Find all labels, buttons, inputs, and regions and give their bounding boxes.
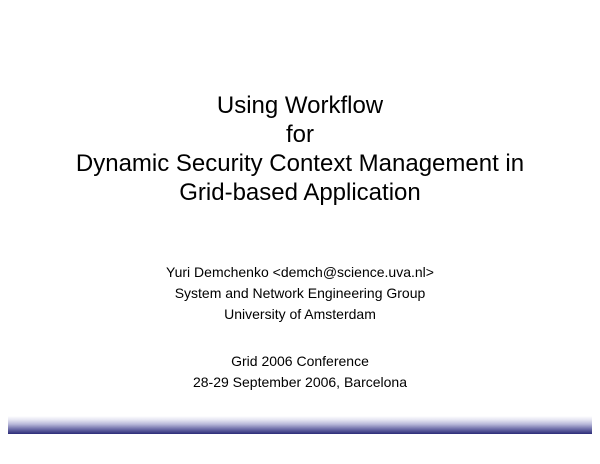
slide-title [0, 91, 600, 207]
title-line-4: Grid-based Application [179, 179, 421, 206]
author-university: University of Amsterdam [224, 306, 376, 322]
conference-name: Grid 2006 Conference [231, 353, 369, 369]
author-block [0, 262, 600, 325]
title-line-3: Dynamic Security Context Management in [75, 150, 525, 177]
title-line-2: for [285, 121, 314, 148]
author-group: System and Network Engineering Group [174, 285, 426, 301]
conference-block [0, 351, 600, 393]
author-name-email: Yuri Demchenko <demch@science.uva.nl> [166, 264, 434, 280]
title-line-1: Using Workflow [216, 92, 384, 119]
footer-bar [8, 416, 592, 434]
conference-date-location: 28-29 September 2006, Barcelona [192, 374, 408, 390]
